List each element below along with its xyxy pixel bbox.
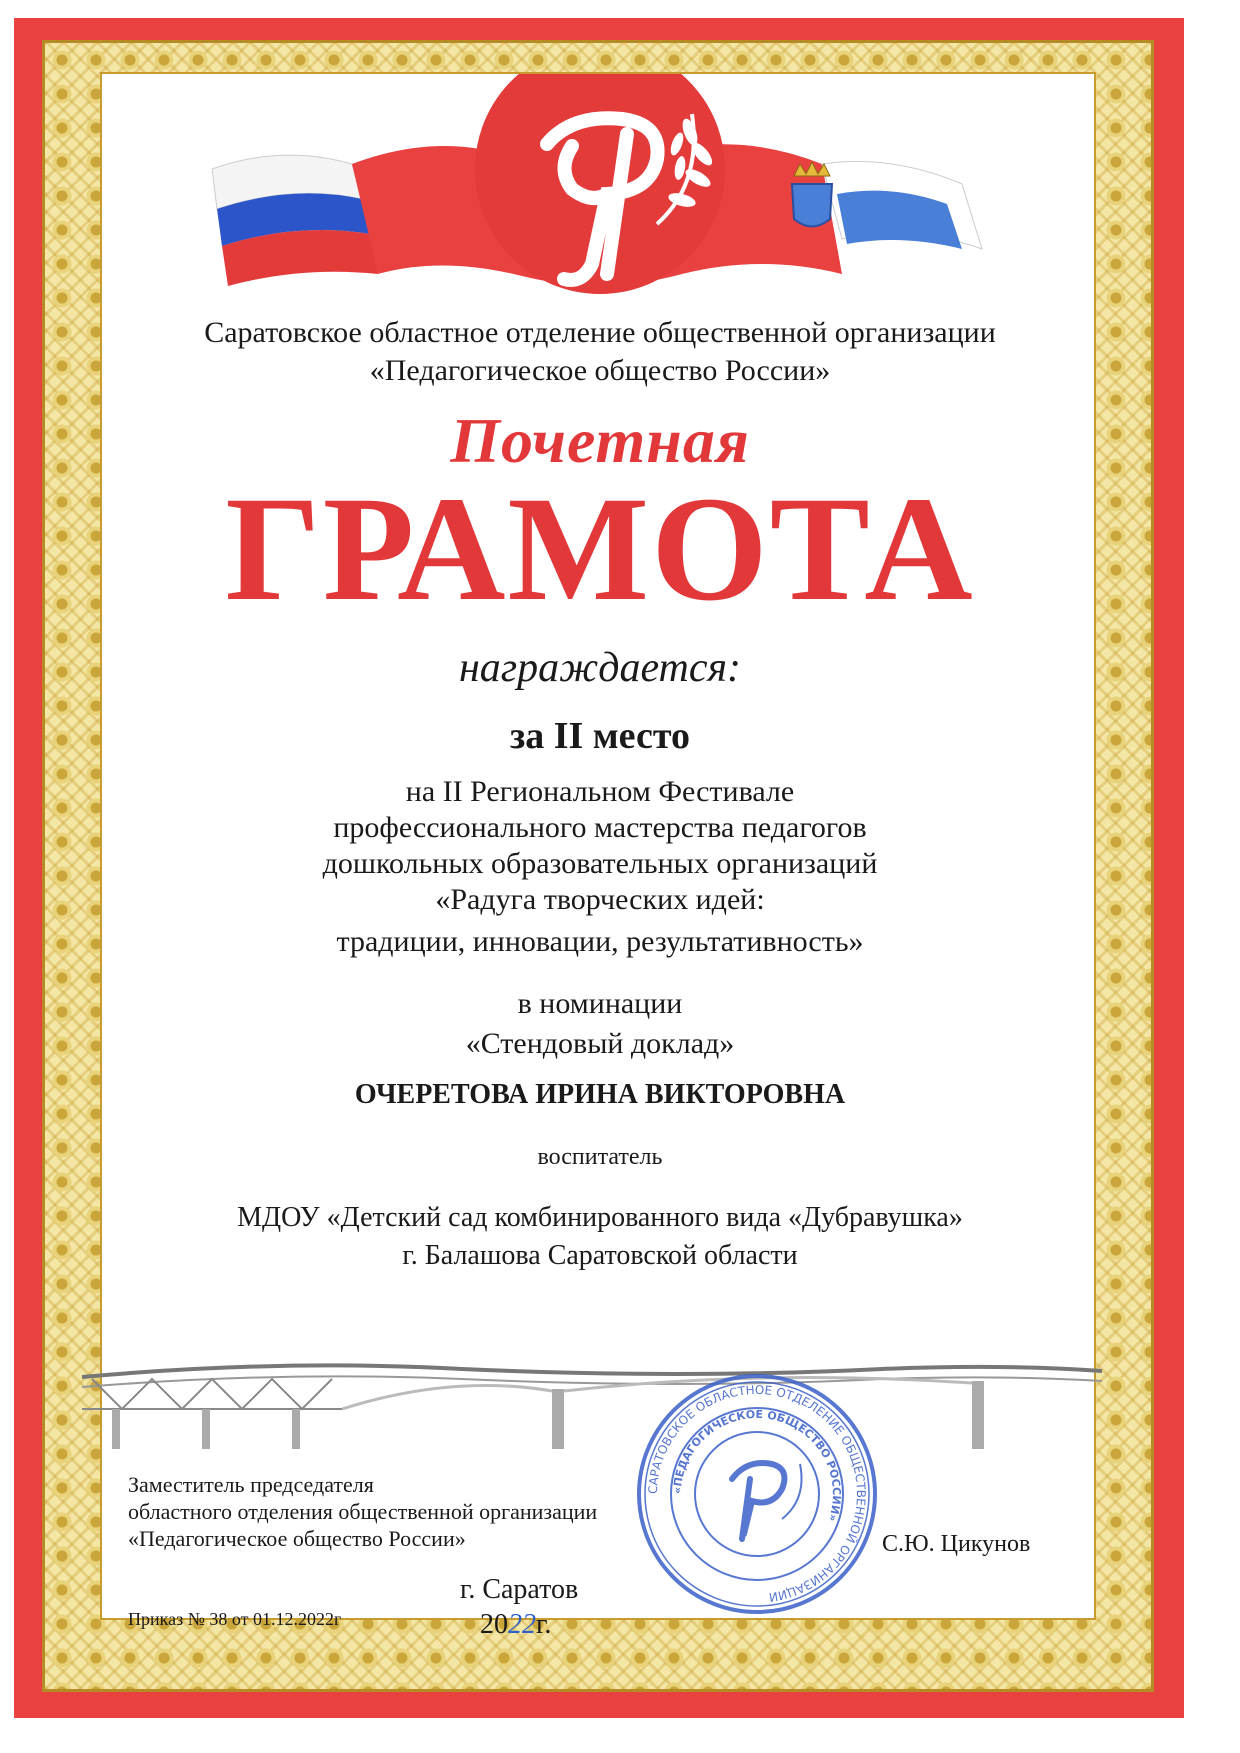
- official-seal-stamp: [632, 1369, 882, 1619]
- year-prefix: 20: [480, 1609, 508, 1640]
- recipient-position: воспитатель: [537, 1144, 663, 1170]
- recipient-name: ОЧЕРЕТОВА ИРИНА ВИКТОРОВНА: [354, 1079, 846, 1110]
- order-number: Приказ № 38 от 01.12.2022г: [128, 1609, 342, 1629]
- year-suffix: г.: [536, 1609, 552, 1640]
- nomination-name: «Стендовый доклад»: [465, 1027, 735, 1060]
- title-gramota: ГРАМОТА: [225, 466, 975, 632]
- year: [480, 1609, 551, 1641]
- institution-line-2: г. Балашова Саратовской области: [402, 1240, 798, 1271]
- organization-line-2: «Педагогическое общество России»: [369, 354, 831, 387]
- signatory-name: С.Ю. Цикунов: [882, 1531, 1031, 1557]
- festival-line: традиции, инновации, результативность»: [336, 925, 864, 958]
- certificate-body: [100, 72, 1096, 1640]
- svg-text:«ПЕДАГОГИЧЕСКОЕ ОБЩЕСТВО РОССИ: «ПЕДАГОГИЧЕСКОЕ ОБЩЕСТВО РОССИИ»: [670, 1407, 844, 1524]
- saratov-shield: [792, 184, 832, 227]
- festival-line: на II Региональном Фестивале: [405, 775, 795, 808]
- festival-line: дошкольных образовательных организаций: [322, 847, 878, 880]
- city: г. Саратов: [460, 1574, 579, 1605]
- organization-line-1: Саратовское областное отделение общественной организации: [204, 316, 996, 349]
- signatory-title-line-3: «Педагогическое общество России»: [128, 1526, 466, 1551]
- svg-text:САРАТОВСКОЕ ОБЛАСТНОЕ ОТДЕЛЕНИ: САРАТОВСКОЕ ОБЛАСТНОЕ ОТДЕЛЕНИЕ ОБЩЕСТВЕННОЙ ОРГАНИЗАЦИИ: [645, 1382, 869, 1605]
- institution: [102, 1199, 1098, 1275]
- festival-description: [102, 774, 1098, 960]
- organization-name: [102, 314, 1098, 390]
- signatory-title-line-1: Заместитель председателя: [128, 1472, 374, 1497]
- festival-line: «Радуга творческих идей:: [435, 883, 765, 916]
- bridge-illustration: [82, 1349, 1102, 1459]
- title-honorary: Почетная: [450, 405, 750, 476]
- nomination-label: в номинации: [517, 987, 683, 1020]
- awarded-label: награждается:: [458, 645, 742, 691]
- year-handwritten: 22: [508, 1609, 536, 1640]
- signatory-title: [128, 1471, 597, 1552]
- nomination-block: [102, 984, 1098, 1064]
- crown-icon: [794, 162, 830, 176]
- emblem-flags: [102, 74, 1098, 324]
- festival-line: профессионального мастерства педагогов: [333, 811, 867, 844]
- institution-line-1: МДОУ «Детский сад комбинированного вида «Дубравушка»: [237, 1202, 963, 1233]
- signatory-title-line-2: областного отделения общественной организации: [128, 1499, 598, 1524]
- award-place: за II место: [509, 715, 691, 757]
